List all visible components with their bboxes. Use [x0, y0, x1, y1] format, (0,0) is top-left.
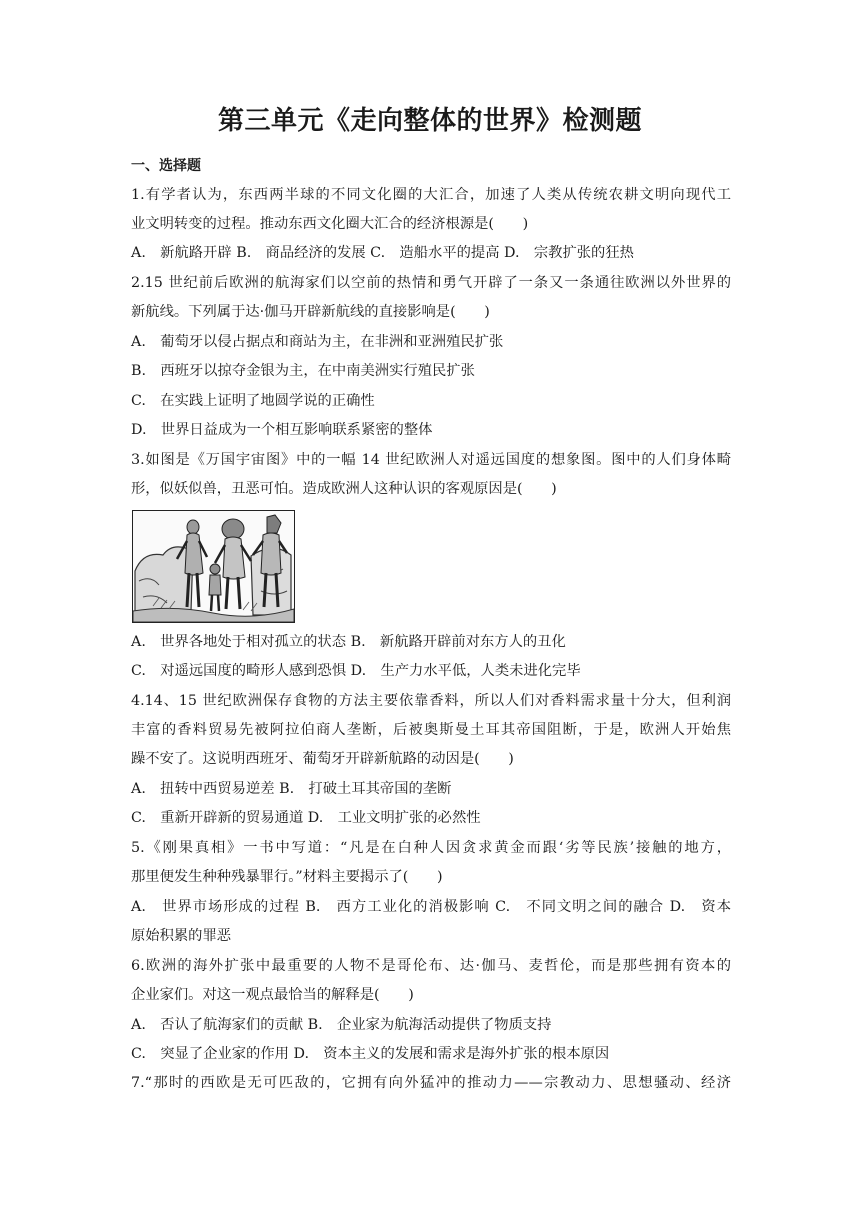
q1-stem-line-1: 1.有学者认为，东西两半球的不同文化圈的大汇合，加速了人类从传统农耕文明向现代工 — [131, 187, 731, 203]
q3-options-line-2: C. 对遥远国度的畸形人感到恐惧 D. 生产力水平低，人类未进化完毕 — [131, 663, 581, 679]
q4-stem-line-3: 躁不安了。这说明西班牙、葡萄牙开辟新航路的动因是( ) — [131, 751, 514, 767]
q1-stem-line-2: 业文明转变的过程。推动东西文化圈大汇合的经济根源是( ) — [131, 216, 529, 232]
q5-stem-line-1: 5.《刚果真相》一书中写道：“凡是在白种人因贪求黄金而跟‘劣等民族’接触的地方， — [131, 840, 731, 856]
q5-options-line-2: 原始积累的罪恶 — [131, 928, 232, 944]
q3-stem-line-1: 3.如图是《万国宇宙图》中的一幅 14 世纪欧洲人对遥远国度的想象图。图中的人们身体畸 — [131, 452, 731, 468]
q5-stem-line-2: 那里便发生种种残暴罪行。”材料主要揭示了( ) — [131, 869, 443, 885]
q4-options-line-1: A. 扭转中西贸易逆差 B. 打破土耳其帝国的垄断 — [131, 781, 452, 797]
q2-stem-line-2: 新航线。下列属于达·伽马开辟新航线的直接影响是( ) — [131, 304, 490, 320]
q1-options: A. 新航路开辟 B. 商品经济的发展 C. 造船水平的提高 D. 宗教扩张的狂热 — [131, 245, 634, 261]
section-heading: 一、选择题 — [131, 158, 201, 174]
q2-stem-line-1: 2.15 世纪前后欧洲的航海家们以空前的热情和勇气开辟了一条又一条通往欧洲以外世界的 — [131, 275, 731, 291]
q2-option-b: B. 西班牙以掠夺金银为主，在中南美洲实行殖民扩张 — [131, 363, 475, 379]
document-title: 第三单元《走向整体的世界》检测题 — [217, 106, 642, 136]
q6-stem-line-2: 企业家们。对这一观点最恰当的解释是( ) — [131, 987, 414, 1003]
q6-options-line-1: A. 否认了航海家们的贡献 B. 企业家为航海活动提供了物质支持 — [131, 1017, 552, 1033]
q6-stem-line-1: 6.欧洲的海外扩张中最重要的人物不是哥伦布、达·伽马、麦哲伦，而是那些拥有资本的 — [131, 958, 731, 974]
q5-options-line-1: A. 世界市场形成的过程 B. 西方工业化的消极影响 C. 不同文明之间的融合 D. 资本 — [131, 899, 731, 915]
q2-option-c: C. 在实践上证明了地圆学说的正确性 — [131, 393, 375, 409]
q7-stem-line-1: 7.“那时的西欧是无可匹敌的，它拥有向外猛冲的推动力——宗教动力、思想骚动、经济 — [131, 1075, 731, 1091]
medieval-woodcut-illustration-icon — [133, 511, 294, 622]
q4-options-line-2: C. 重新开辟新的贸易通道 D. 工业文明扩张的必然性 — [131, 810, 481, 826]
q3-stem-line-2: 形，似妖似兽，丑恶可怕。造成欧洲人这种认识的客观原因是( ) — [131, 481, 557, 497]
q4-stem-line-1: 4.14、15 世纪欧洲保存食物的方法主要依靠香料，所以人们对香料需求量十分大，但利润 — [131, 693, 731, 709]
q2-option-d: D. 世界日益成为一个相互影响联系紧密的整体 — [131, 422, 433, 438]
q2-option-a: A. 葡萄牙以侵占据点和商站为主，在非洲和亚洲殖民扩张 — [131, 334, 504, 350]
q3-figure — [132, 510, 295, 623]
q3-options-line-1: A. 世界各地处于相对孤立的状态 B. 新航路开辟前对东方人的丑化 — [131, 634, 566, 650]
q4-stem-line-2: 丰富的香料贸易先被阿拉伯商人垄断，后被奥斯曼土耳其帝国阻断，于是，欧洲人开始焦 — [131, 722, 731, 738]
q6-options-line-2: C. 突显了企业家的作用 D. 资本主义的发展和需求是海外扩张的根本原因 — [131, 1046, 610, 1062]
